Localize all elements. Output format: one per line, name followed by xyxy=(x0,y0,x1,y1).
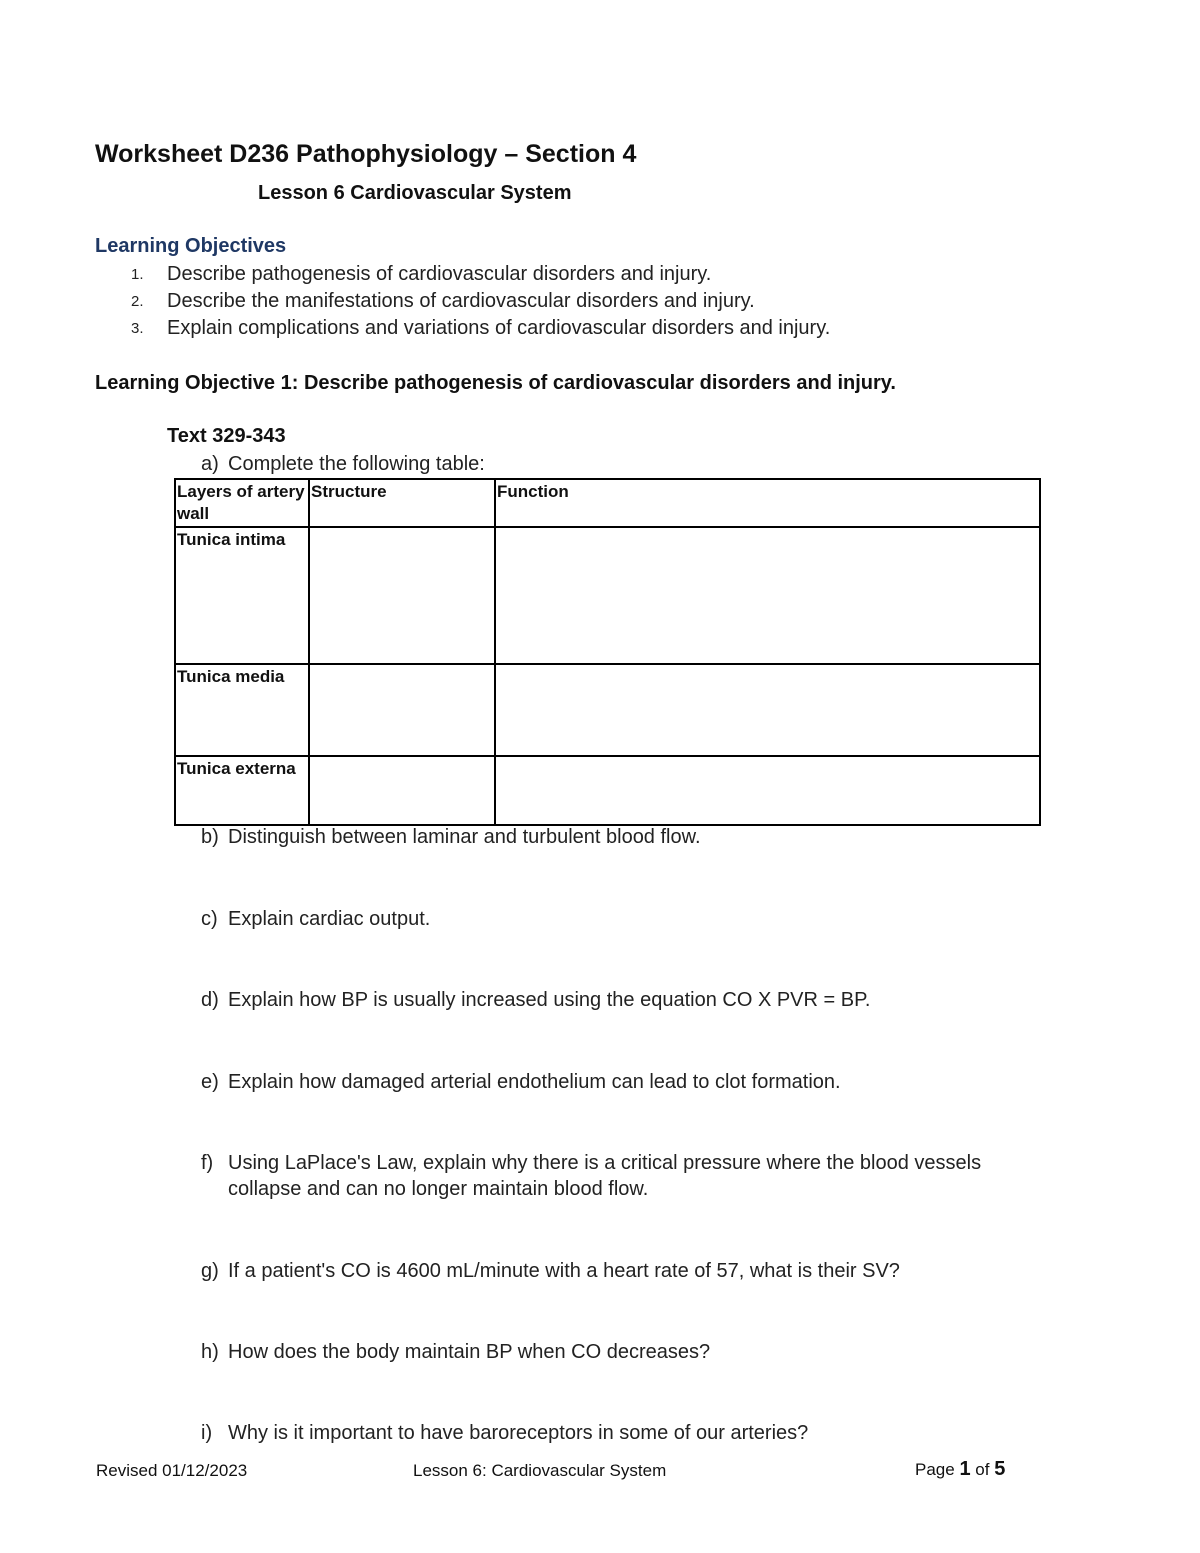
question-letter: i) xyxy=(201,1422,213,1444)
table-cell-layer: Tunica intima xyxy=(175,527,309,664)
text-reference: Text 329-343 xyxy=(167,425,286,447)
objective-number: 1. xyxy=(131,266,144,283)
question-text: Explain how BP is usually increased using the equation CO X PVR = BP. xyxy=(228,989,871,1011)
footer-page-number xyxy=(915,1458,1005,1481)
page-title: Worksheet D236 Pathophysiology – Section 4 xyxy=(95,140,637,168)
table-header-row xyxy=(175,479,1040,527)
objective-text: Describe pathogenesis of cardiovascular disorders and injury. xyxy=(167,263,712,285)
objective-number: 2. xyxy=(131,293,144,310)
footer-page-current: 1 xyxy=(959,1458,971,1480)
question-text: Why is it important to have baroreceptors in some of our arteries? xyxy=(228,1422,809,1444)
table-cell-layer: Tunica externa xyxy=(175,756,309,825)
table-row xyxy=(175,756,1040,825)
question-letter: f) xyxy=(201,1152,214,1174)
question-text: If a patient's CO is 4600 mL/minute with a heart rate of 57, what is their SV? xyxy=(228,1260,900,1282)
question-letter: a) xyxy=(201,453,219,475)
table-header-cell: Function xyxy=(495,479,1040,527)
table-cell-structure[interactable] xyxy=(309,756,495,825)
footer-lesson: Lesson 6: Cardiovascular System xyxy=(413,1461,667,1480)
question-text: Using LaPlace's Law, explain why there is a critical pressure where the blood vessels xyxy=(228,1152,982,1174)
question-letter: c) xyxy=(201,908,218,930)
table-header-cell: Layers of artery wall xyxy=(175,479,309,527)
table-cell-structure[interactable] xyxy=(309,527,495,664)
question-text: Complete the following table: xyxy=(228,453,485,475)
table-header-cell: Structure xyxy=(309,479,495,527)
question-letter: e) xyxy=(201,1071,219,1093)
table-cell-function[interactable] xyxy=(495,527,1040,664)
objectives-heading: Learning Objectives xyxy=(95,235,287,257)
question-letter: d) xyxy=(201,989,219,1011)
footer-page-prefix: Page xyxy=(915,1460,955,1479)
footer-revised: Revised 01/12/2023 xyxy=(96,1461,248,1480)
learning-objective-1-heading: Learning Objective 1: Describe pathogenesis of cardiovascular disorders and injury. xyxy=(95,372,896,394)
table-row xyxy=(175,527,1040,664)
question-text-continued: collapse and can no longer maintain blood flow. xyxy=(228,1178,649,1200)
artery-layers-table xyxy=(174,478,1041,826)
table-cell-layer: Tunica media xyxy=(175,664,309,756)
table-cell-structure[interactable] xyxy=(309,664,495,756)
question-text: Explain cardiac output. xyxy=(228,908,431,930)
footer-page-total: 5 xyxy=(994,1458,1006,1480)
question-letter: b) xyxy=(201,826,219,848)
objective-text: Describe the manifestations of cardiovascular disorders and injury. xyxy=(167,290,755,312)
question-text: Distinguish between laminar and turbulent blood flow. xyxy=(228,826,701,848)
footer-page-of: of xyxy=(975,1460,990,1479)
objective-number: 3. xyxy=(131,320,144,337)
question-text: How does the body maintain BP when CO decreases? xyxy=(228,1341,711,1363)
question-letter: h) xyxy=(201,1341,219,1363)
question-letter: g) xyxy=(201,1260,219,1282)
objective-text: Explain complications and variations of cardiovascular disorders and injury. xyxy=(167,317,831,339)
question-text: Explain how damaged arterial endothelium can lead to clot formation. xyxy=(228,1071,841,1093)
table-cell-function[interactable] xyxy=(495,756,1040,825)
table-row xyxy=(175,664,1040,756)
table-cell-function[interactable] xyxy=(495,664,1040,756)
page-subtitle: Lesson 6 Cardiovascular System xyxy=(258,182,572,204)
